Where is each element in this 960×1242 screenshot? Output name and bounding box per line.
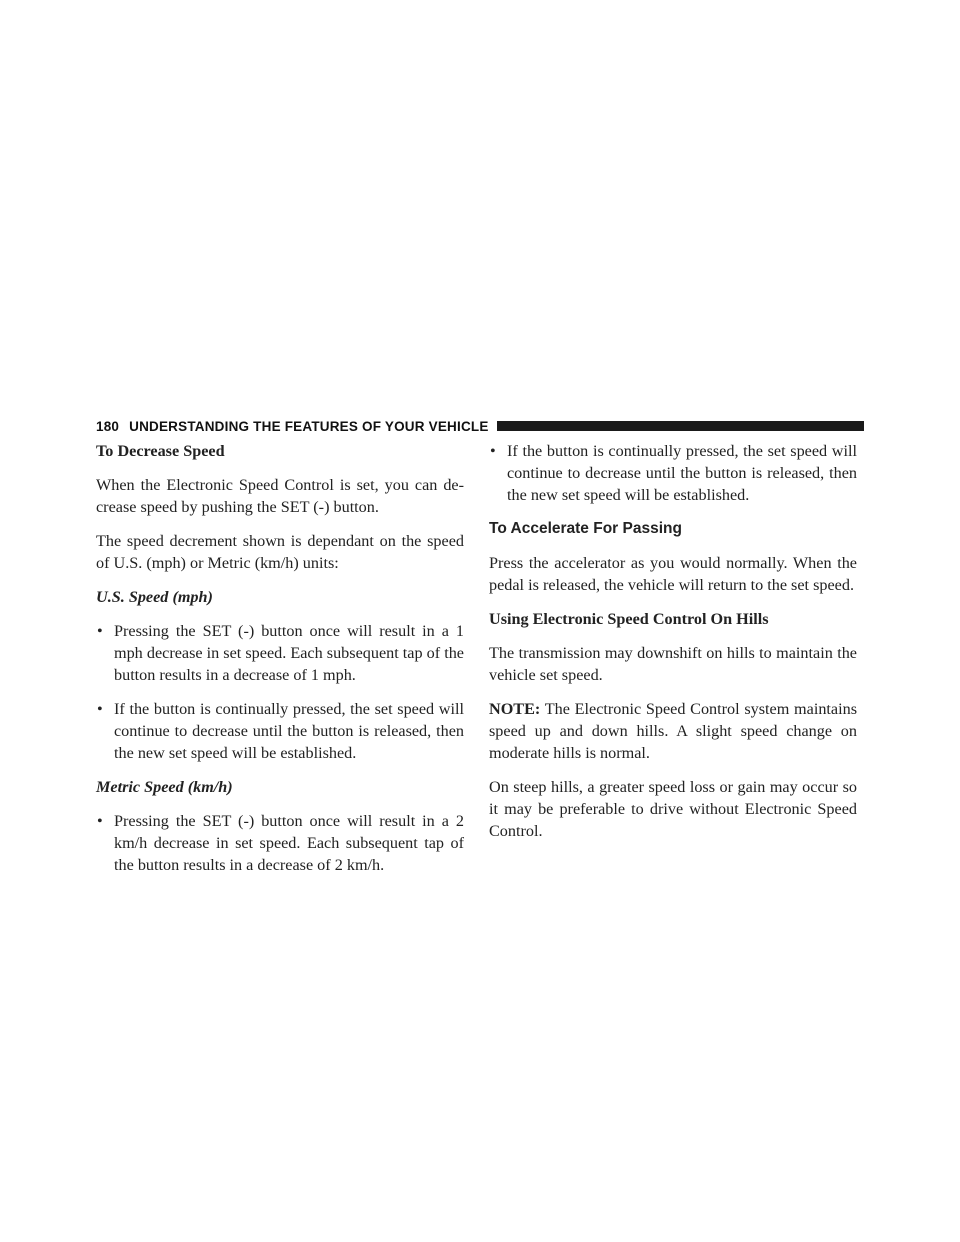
decrement-units-paragraph: The speed decrement shown is dependant on the speed of U.S. (mph) or Metric (km/h) units: [96, 532, 464, 572]
passing-paragraph: Press the accelerator as you would normally. When the pedal is released, the vehicle will return to the set speed. [489, 554, 857, 594]
bullet-text: If the button is continually pressed, the set speed will continue to decrease until the button is released, then the new set speed will be established. [114, 700, 464, 762]
list-item [96, 620, 464, 686]
bullet-icon: • [97, 622, 103, 640]
header-rule [497, 421, 864, 431]
bullet-text: Pressing the SET (-) button once will result in a 2 km/h decrease in set speed. Each subsequent tap of the button results in a decrease of 2 km/h. [114, 812, 464, 874]
list-item [96, 810, 464, 876]
metric-speed-heading: Metric Speed (km/h) [96, 778, 233, 796]
page-number: 180 [96, 418, 120, 434]
section-title: UNDERSTANDING THE FEATURES OF YOUR VEHICLE [129, 418, 489, 434]
note-text: The Electronic Speed Control system maintains speed up and down hills. A slight speed change on moderate hills is normal. [489, 700, 858, 762]
bullet-text: Pressing the SET (-) button once will result in a 1 mph decrease in set speed. Each subsequent tap of the button results in a decrease of 1 mph. [114, 622, 464, 684]
note-paragraph [489, 698, 857, 764]
hills-heading: Using Electronic Speed Control On Hills [489, 610, 769, 628]
right-column [489, 440, 857, 854]
bullet-icon: • [97, 700, 103, 718]
decrease-speed-heading: To Decrease Speed [96, 442, 225, 460]
bullet-icon: • [490, 442, 496, 460]
bullet-icon: • [97, 812, 103, 830]
hills-paragraph: The transmission may downshift on hills to maintain the vehicle set speed. [489, 644, 857, 684]
accelerate-passing-heading: To Accelerate For Passing [489, 520, 682, 537]
page-header [96, 418, 864, 434]
bullet-text: If the button is continually pressed, the set speed will continue to decrease until the button is released, then the new set speed will be established. [507, 442, 857, 504]
list-item [489, 440, 857, 506]
note-label: NOTE: [489, 700, 541, 718]
left-column [96, 440, 464, 888]
list-item [96, 698, 464, 764]
us-speed-heading: U.S. Speed (mph) [96, 588, 213, 606]
decrease-intro-paragraph: When the Electronic Speed Control is set, you can de-crease speed by pushing the SET (-) button. [96, 476, 464, 516]
steep-hills-paragraph: On steep hills, a greater speed loss or gain may occur so it may be preferable to drive without Electronic Speed Control. [489, 778, 857, 840]
